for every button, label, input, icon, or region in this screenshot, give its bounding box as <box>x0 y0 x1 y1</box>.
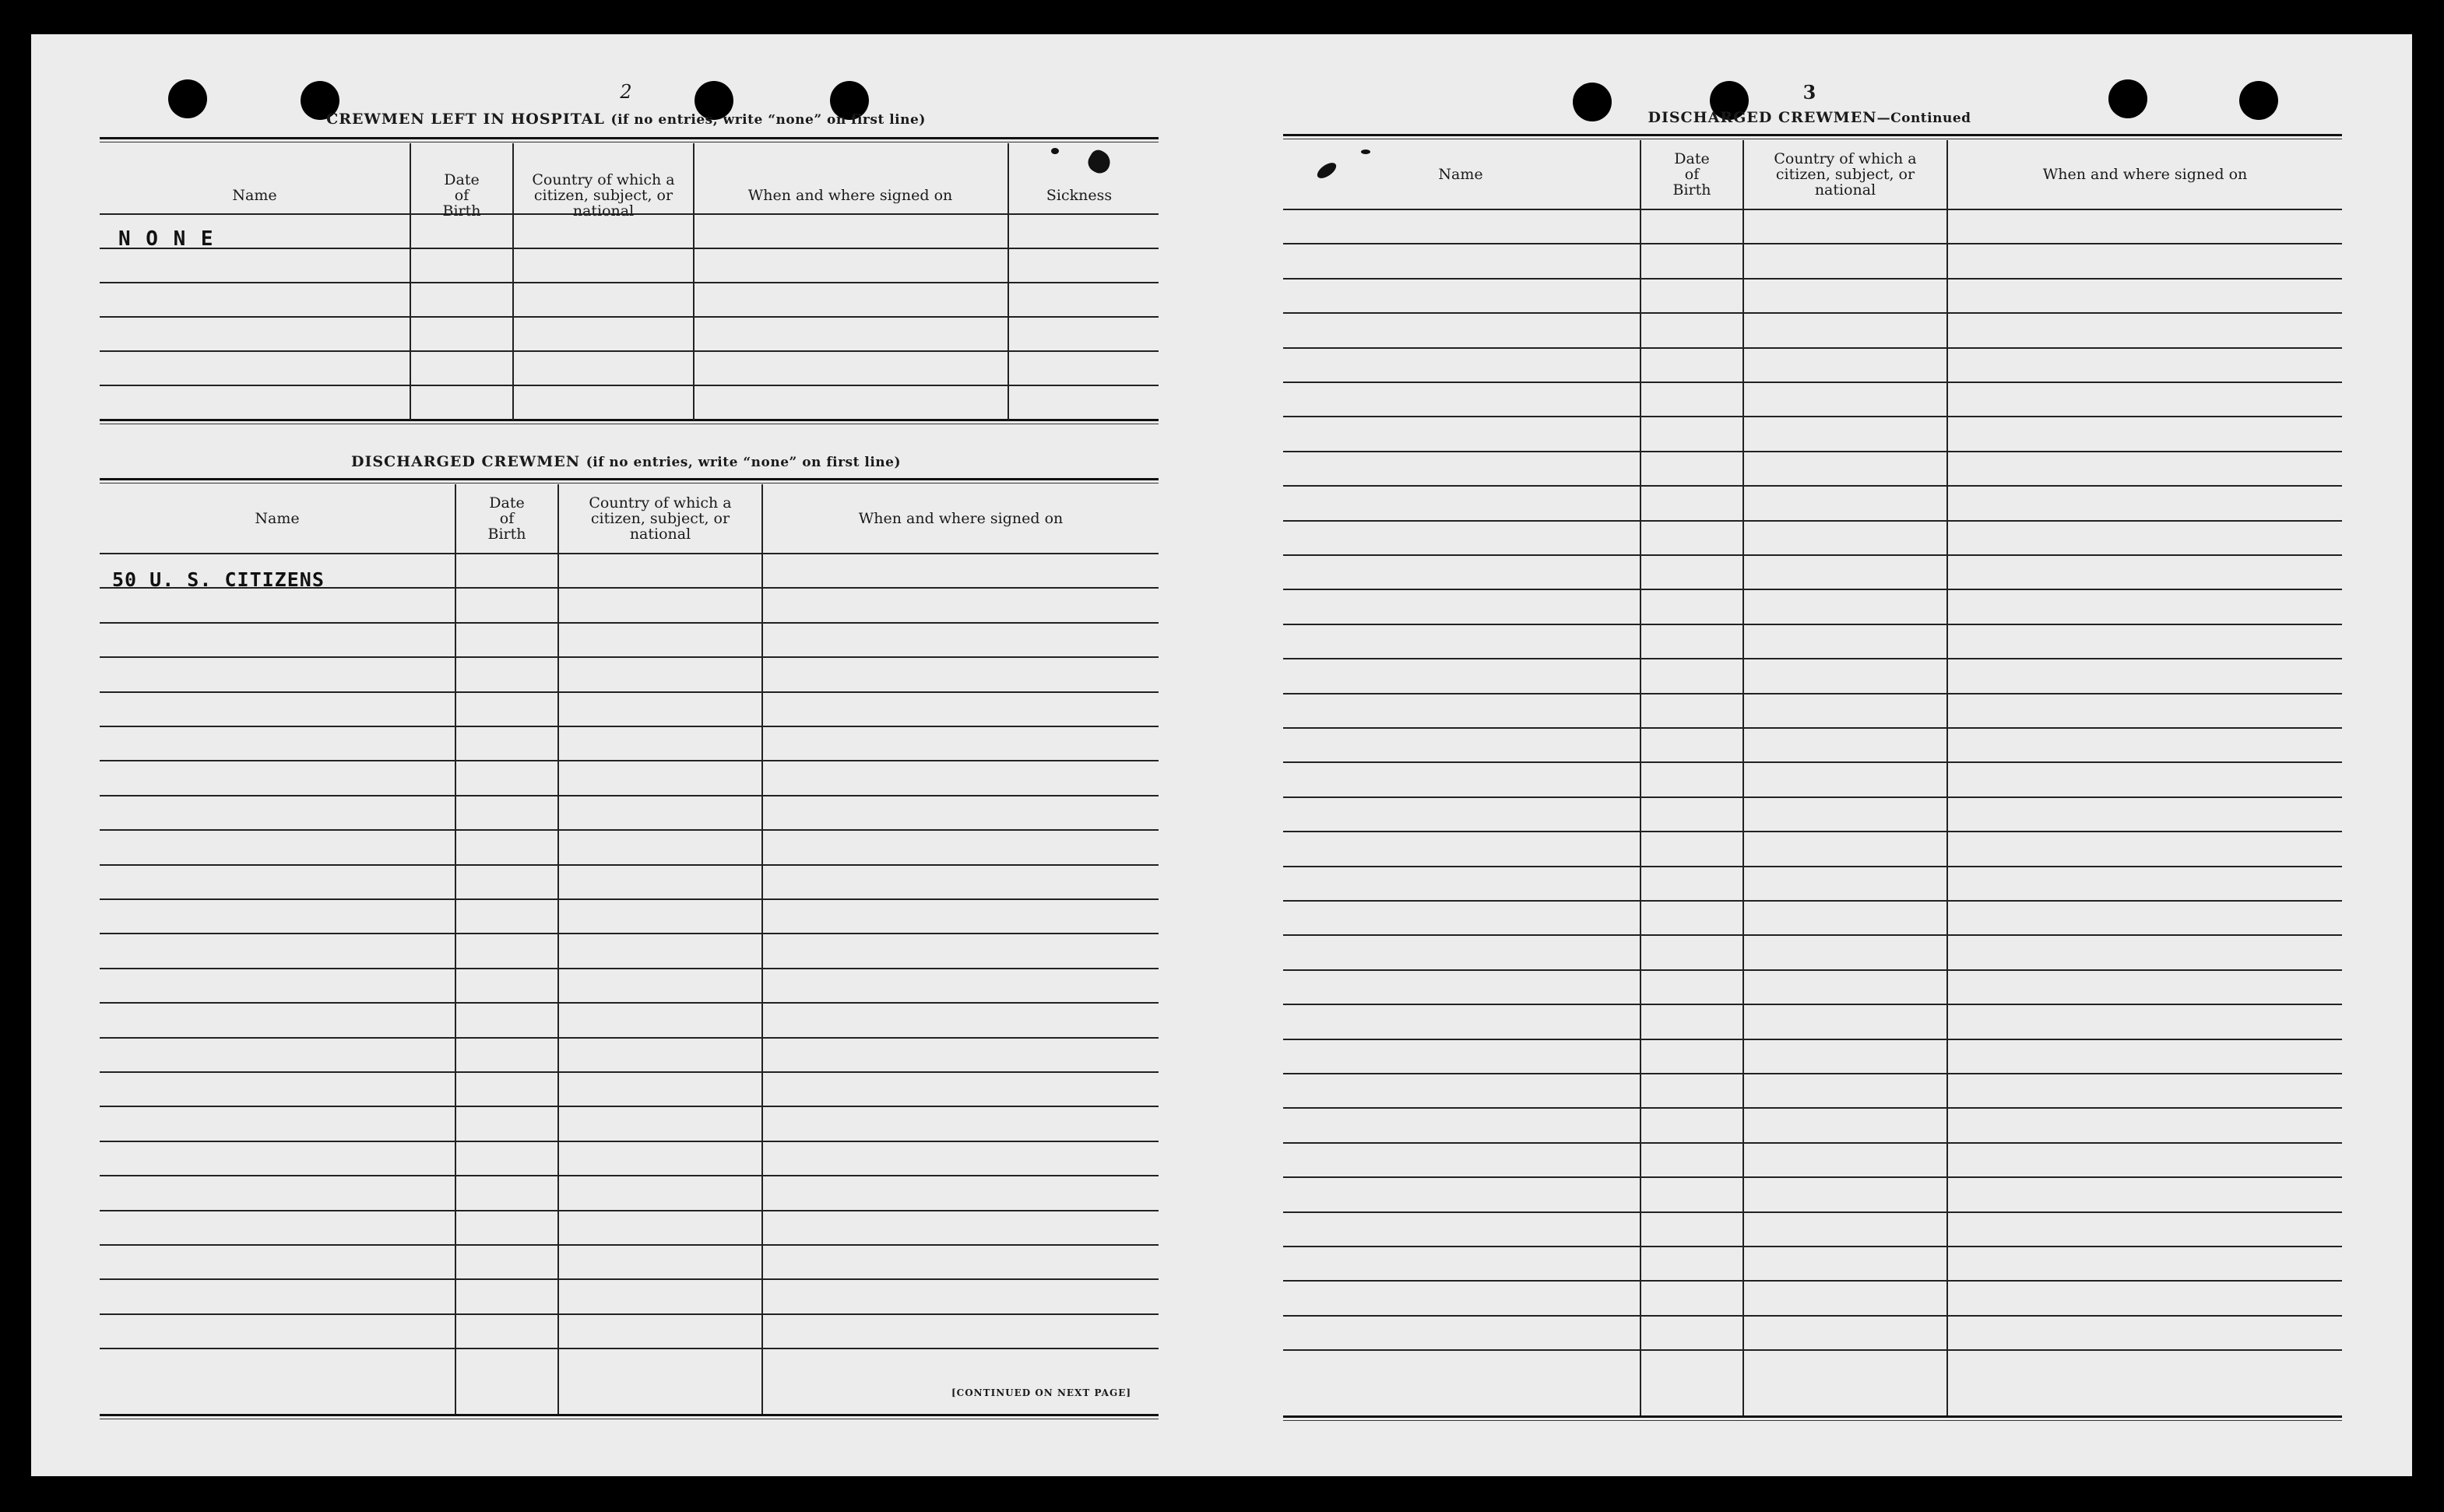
row-rule <box>1283 382 2342 383</box>
row-rule <box>1283 312 2342 314</box>
row-rule <box>100 795 1159 796</box>
section-title-text: DISCHARGED CREWMEN <box>350 453 581 470</box>
row-rule <box>1283 416 2342 417</box>
column-header-date-of-birth <box>411 145 512 246</box>
column-header-country <box>1744 142 1946 207</box>
row-rule <box>1283 934 2342 936</box>
row-rule <box>1283 485 2342 487</box>
row-rule <box>100 864 1159 866</box>
row-rule <box>1283 1142 2342 1144</box>
column-header-name: Name <box>232 187 277 204</box>
row-rule <box>100 1313 1159 1315</box>
row-rule <box>1283 866 2342 867</box>
section-title-text: DISCHARGED CREWMEN <box>1648 109 1877 126</box>
column-rule <box>455 484 456 1414</box>
column-rule <box>557 484 559 1414</box>
table-bottom-rule <box>1283 1420 2342 1421</box>
row-rule <box>1283 589 2342 590</box>
table-top-rule <box>1283 134 2342 136</box>
row-rule <box>1283 1211 2342 1213</box>
column-rule <box>1007 143 1009 420</box>
row-rule <box>1283 278 2342 280</box>
row-rule <box>1283 658 2342 659</box>
column-header-name: Name <box>255 510 300 527</box>
punch-hole <box>1573 83 1612 121</box>
row-rule <box>1283 209 2342 210</box>
row-rule <box>100 656 1159 658</box>
date-of-birth-label: Date of Birth <box>442 171 481 220</box>
row-rule <box>100 1141 1159 1142</box>
row-rule <box>100 933 1159 934</box>
row-rule <box>100 1106 1159 1107</box>
row-rule <box>1283 1315 2342 1317</box>
row-rule <box>100 316 1159 318</box>
row-rule <box>1283 1004 2342 1005</box>
row-rule <box>100 1244 1159 1246</box>
row-rule <box>100 1002 1159 1004</box>
punch-hole <box>2239 81 2278 120</box>
row-rule <box>1283 624 2342 625</box>
continued-note: [CONTINUED ON NEXT PAGE] <box>951 1387 1132 1398</box>
discharged-section-title <box>351 453 901 470</box>
form-sheet <box>31 34 2412 1476</box>
row-rule <box>100 1210 1159 1211</box>
column-rule <box>693 143 695 420</box>
date-of-birth-label: Date of Birth <box>487 494 526 543</box>
table-top-rule <box>100 137 1159 139</box>
row-rule <box>100 829 1159 831</box>
section-note: (if no entries, write “none” on first line) <box>586 455 902 470</box>
country-label: Country of which a citizen, subject, or national <box>1774 150 1917 199</box>
section-note: (if no entries, write “none” on first line) <box>610 112 926 128</box>
row-rule <box>100 553 1159 554</box>
row-rule <box>100 1348 1159 1349</box>
column-rule <box>1742 140 1744 1415</box>
country-label: Country of which a citizen, subject, or national <box>532 171 675 220</box>
row-rule <box>1283 796 2342 798</box>
discharged-entry: 50 U. S. CITIZENS <box>112 568 325 591</box>
row-rule <box>1283 1039 2342 1040</box>
row-rule <box>1283 761 2342 763</box>
table-bottom-rule <box>100 1414 1159 1416</box>
row-rule <box>100 898 1159 900</box>
row-rule <box>1283 1073 2342 1074</box>
row-rule <box>100 726 1159 727</box>
row-rule <box>100 1278 1159 1280</box>
punch-hole <box>2108 79 2147 118</box>
row-rule <box>100 691 1159 693</box>
row-rule <box>1283 1349 2342 1351</box>
row-rule <box>100 760 1159 761</box>
row-rule <box>1283 1246 2342 1247</box>
punch-hole <box>168 79 207 118</box>
hospital-section-title <box>326 111 926 128</box>
column-header-name: Name <box>1438 166 1483 183</box>
table-bottom-rule <box>1283 1415 2342 1418</box>
row-rule <box>1283 1107 2342 1109</box>
hospital-entry: N O N E <box>118 227 215 251</box>
row-rule <box>100 1175 1159 1176</box>
row-rule <box>100 622 1159 624</box>
column-rule <box>512 143 514 420</box>
row-rule <box>1283 693 2342 694</box>
row-rule <box>1283 900 2342 902</box>
row-rule <box>1283 520 2342 522</box>
row-rule <box>100 1071 1159 1073</box>
row-rule <box>100 350 1159 352</box>
page-number: 2 <box>620 81 632 103</box>
country-label: Country of which a citizen, subject, or national <box>589 494 732 543</box>
date-of-birth-label: Date of Birth <box>1672 150 1711 199</box>
row-rule <box>100 1037 1159 1039</box>
column-rule <box>410 143 411 420</box>
row-rule <box>100 968 1159 969</box>
row-rule <box>1283 969 2342 971</box>
row-rule <box>1283 243 2342 244</box>
row-rule <box>1283 1280 2342 1282</box>
section-title-text: CREWMEN LEFT IN HOSPITAL <box>326 111 605 128</box>
column-header-date-of-birth <box>456 486 557 551</box>
column-header-signed-on: When and where signed on <box>2042 166 2248 183</box>
row-rule <box>100 248 1159 249</box>
row-rule <box>100 282 1159 283</box>
row-rule <box>1283 554 2342 556</box>
page-number: 3 <box>1802 81 1816 104</box>
column-rule <box>761 484 763 1414</box>
row-rule <box>1283 347 2342 349</box>
column-rule <box>1946 140 1948 1415</box>
row-rule <box>1283 451 2342 452</box>
row-rule <box>1283 727 2342 729</box>
column-header-date-of-birth <box>1641 142 1742 207</box>
column-header-sickness: Sickness <box>1046 187 1113 204</box>
column-rule <box>1640 140 1641 1415</box>
column-header-signed-on: When and where signed on <box>747 187 953 204</box>
table-top-rule <box>100 478 1159 480</box>
column-header-country <box>514 145 693 246</box>
continued-label: —Continued <box>1876 111 1971 126</box>
column-header-country <box>559 486 761 551</box>
row-rule <box>100 385 1159 386</box>
table-bottom-rule <box>100 419 1159 421</box>
column-header-signed-on: When and where signed on <box>858 510 1064 527</box>
row-rule <box>1283 831 2342 832</box>
row-rule <box>1283 1176 2342 1178</box>
discharged-continued-title <box>1648 109 1971 126</box>
row-rule <box>100 213 1159 215</box>
